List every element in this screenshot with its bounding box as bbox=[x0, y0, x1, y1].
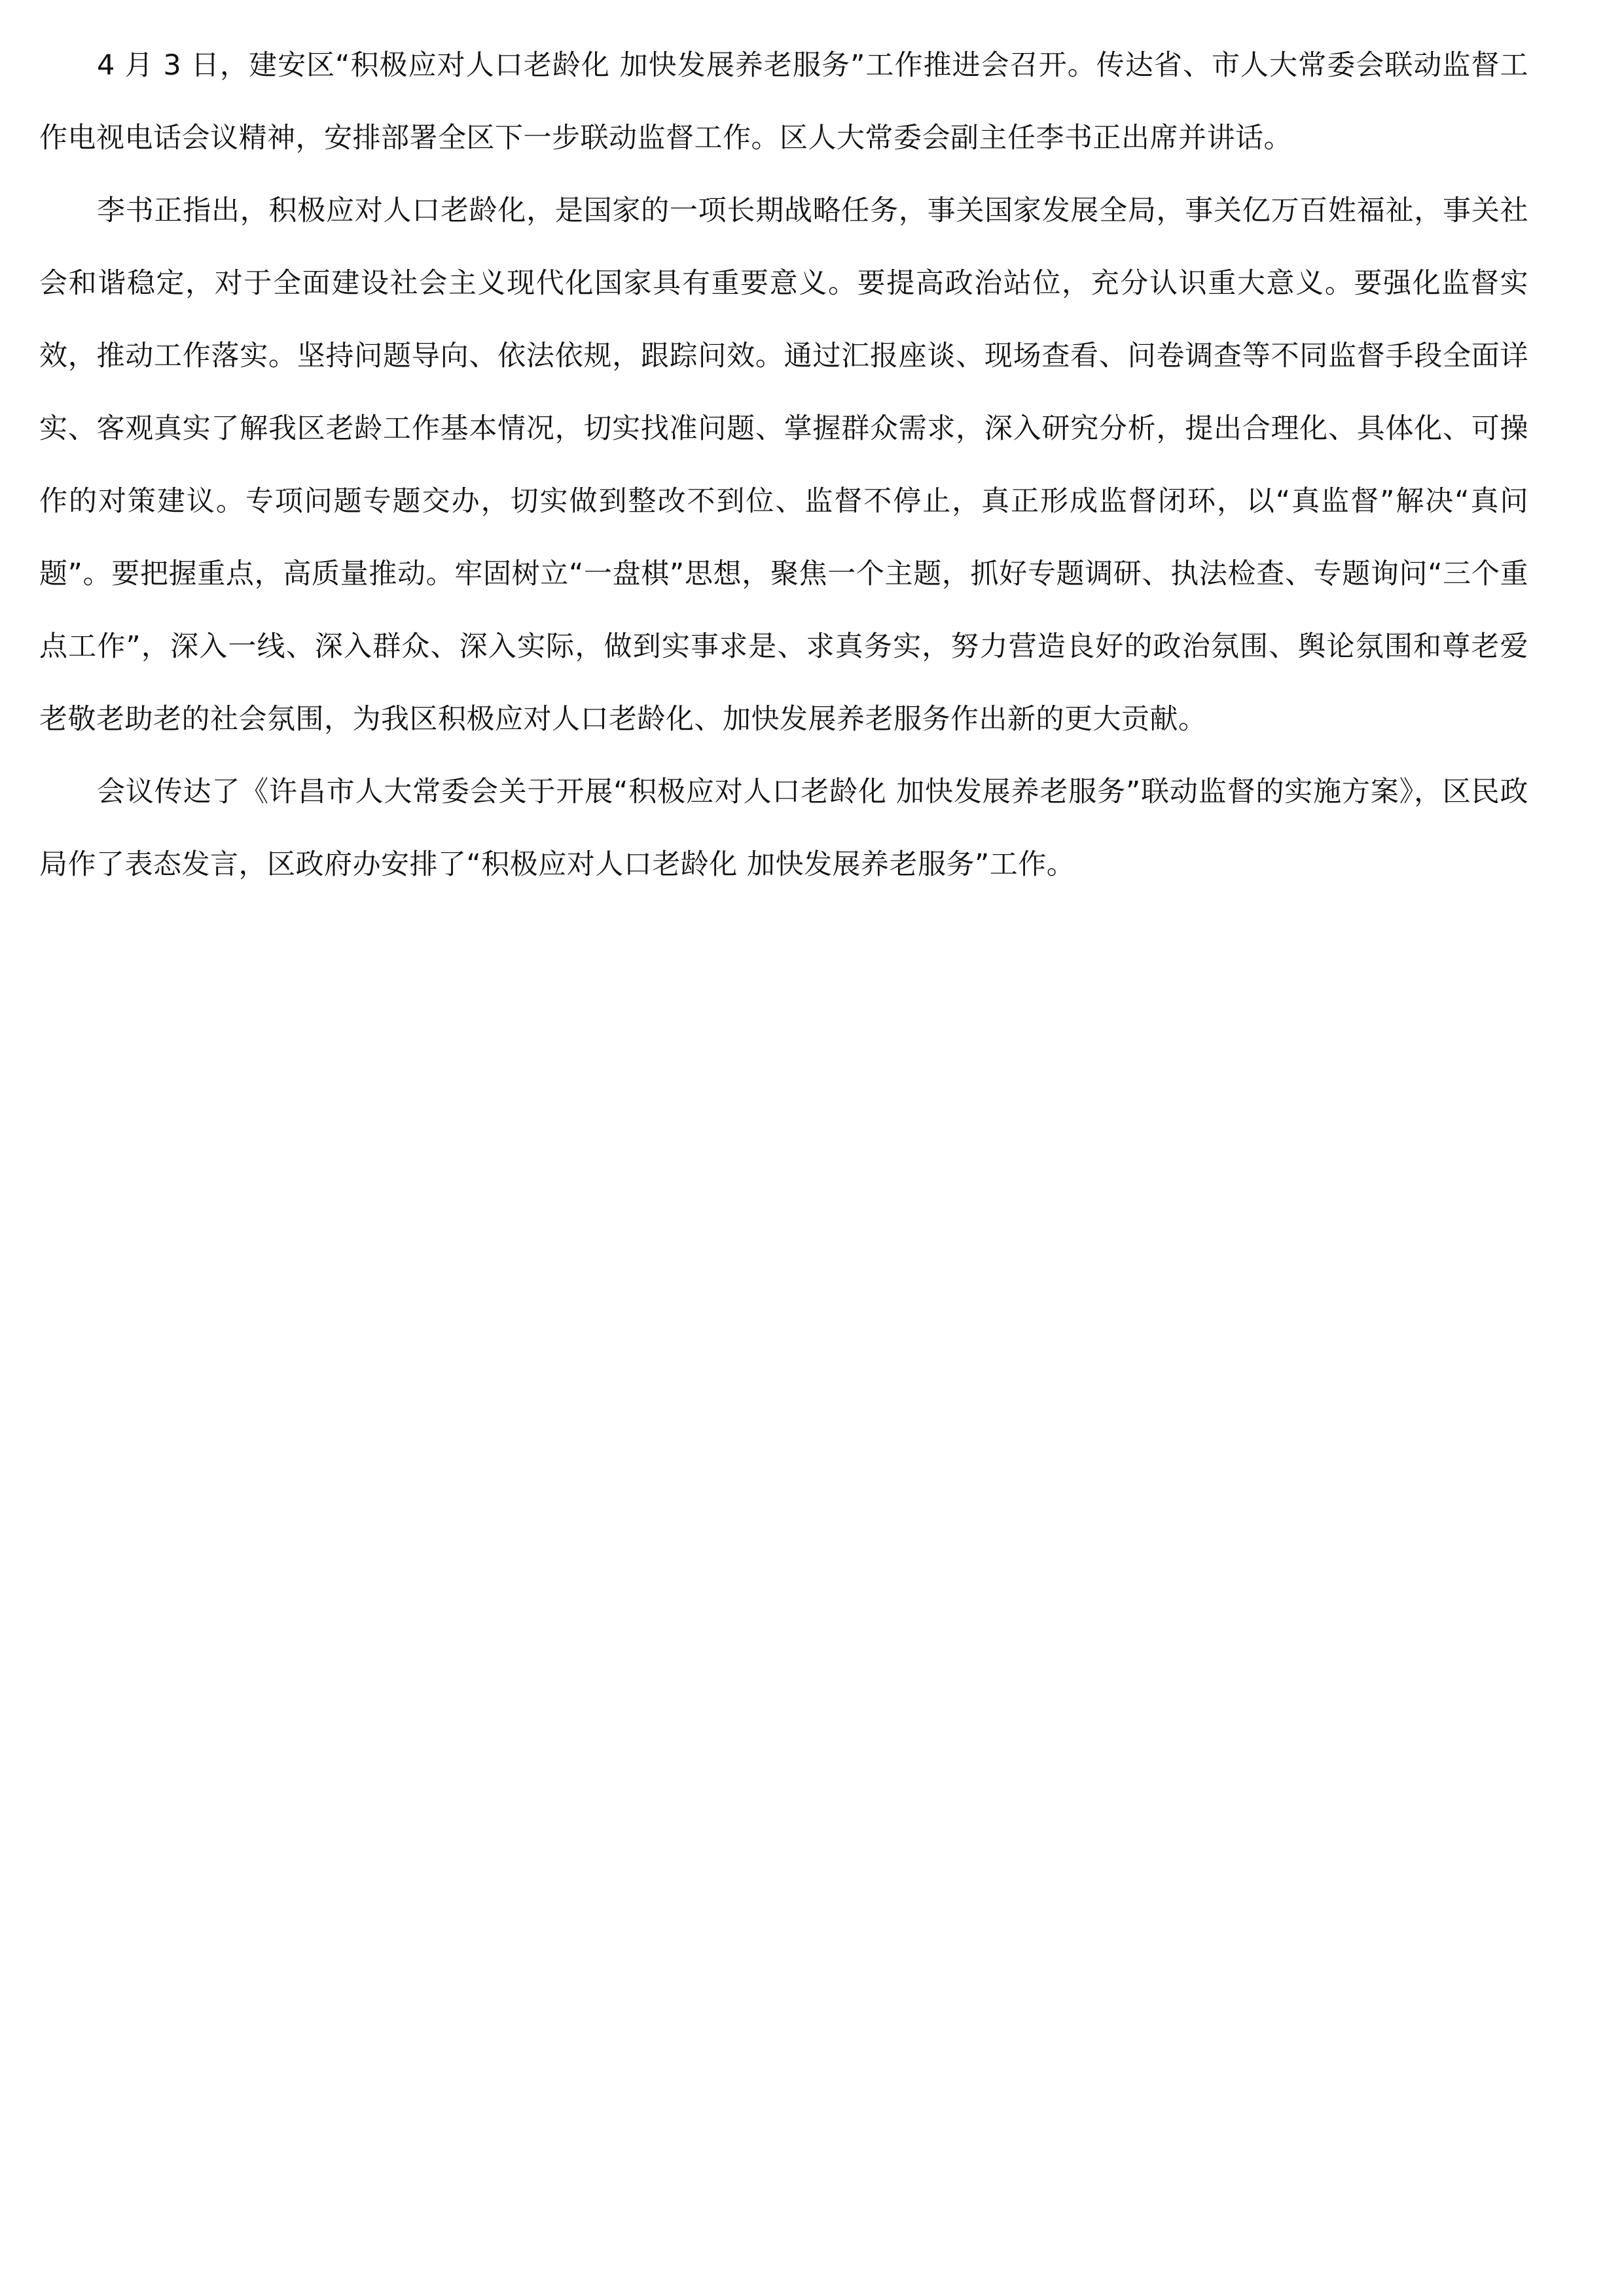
paragraph-meeting-outcome: 会议传达了《许昌市人大常委会关于开展“积极应对人口老龄化 加快发展养老服务”联动监督的实施方案》，区民政局作了表态发言，区政府办安排了“积极应对人口老龄化 加快发展养老服务”工作。 bbox=[39, 776, 1528, 881]
article-body bbox=[39, 29, 1528, 901]
paragraph-meeting-intro: 4 月 3 日，建安区“积极应对人口老龄化 加快发展养老服务”工作推进会召开。传达省、市人大常委会联动监督工作电视电话会议精神，安排部署全区下一步联动监督工作。区人大常委会副主任李书正出席并讲话。 bbox=[39, 49, 1528, 154]
paragraph-speech: 李书正指出，积极应对人口老龄化，是国家的一项长期战略任务，事关国家发展全局，事关亿万百姓福祉，事关社会和谐稳定，对于全面建设社会主义现代化国家具有重要意义。要提高政治站位，充分认识重大意义。要强化监督实效，推动工作落实。坚持问题导向、依法依规，跟踪问效。通过汇报座谈、现场查看、问卷调查等不同监督手段全面详实、客观真实了解我区老龄工作基本情况，切实找准问题、掌握群众需求，深入研究分析，提出合理化、具体化、可操作的对策建议。专项问题专题交办，切实做到整改不到位、监督不停止，真正形成监督闭环，以“真监督”解决“真问题”。要把握重点，高质量推动。牢固树立“一盘棋”思想，聚焦一个主题，抓好专题调研、执法检查、专题询问“三个重点工作”，深入一线、深入群众、深入实际，做到实事求是、求真务实，努力营造良好的政治氛围、舆论氛围和尊老爱老敬老助老的社会氛围，为我区积极应对人口老龄化、加快发展养老服务作出新的更大贡献。 bbox=[39, 194, 1528, 736]
